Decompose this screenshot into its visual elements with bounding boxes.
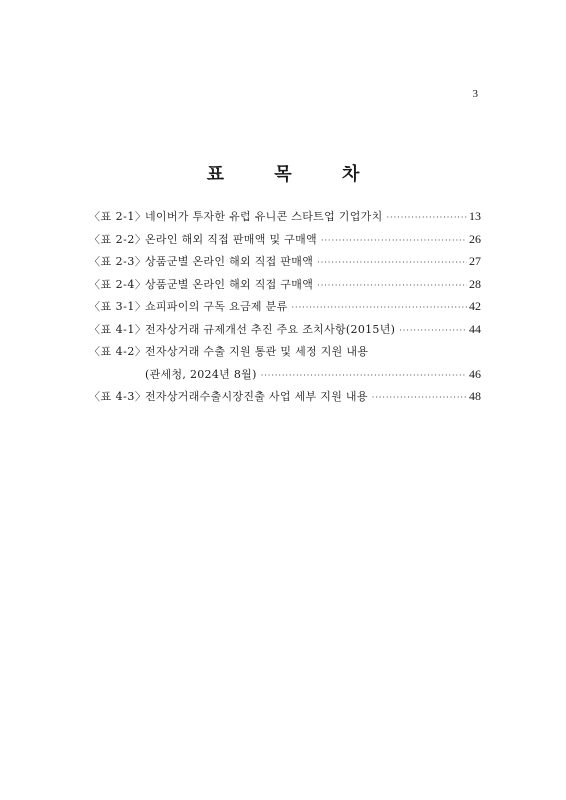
dot-leader bbox=[317, 281, 467, 290]
dot-leader bbox=[261, 371, 467, 380]
toc-entry-label: 〈표 4-1〉 bbox=[89, 322, 147, 336]
toc-entry-title: 상품군별 온라인 해외 직접 판매액 bbox=[145, 255, 314, 268]
toc-entry-table-2-1[interactable] bbox=[89, 208, 481, 231]
page-title: 표 목 차 bbox=[206, 164, 382, 185]
toc-entry-title: 전자상거래 수출 지원 통관 및 세정 지원 내용 bbox=[145, 345, 369, 358]
toc-entry-page: 27 bbox=[469, 254, 481, 268]
toc-entry-label: 〈표 2-4〉 bbox=[89, 277, 147, 291]
toc-entry-title: 상품군별 온라인 해외 직접 구매액 bbox=[145, 277, 314, 291]
toc-entry-label: 〈표 4-2〉 bbox=[89, 345, 147, 358]
toc-entry-table-2-2[interactable] bbox=[89, 231, 481, 254]
toc-entry-label: 〈표 4-3〉 bbox=[89, 390, 147, 403]
toc-entry-label: 〈표 2-2〉 bbox=[89, 232, 147, 246]
toc-entry-table-2-3[interactable] bbox=[89, 253, 481, 276]
toc-entry-page: 44 bbox=[469, 321, 481, 336]
toc-entry-table-4-2-continued[interactable] bbox=[89, 366, 481, 389]
toc-entry-table-2-4[interactable] bbox=[89, 276, 481, 299]
toc-entry-table-4-3[interactable] bbox=[89, 388, 481, 411]
toc-entry-title: 네이버가 투자한 유럽 유니콘 스타트업 기업가치 bbox=[145, 210, 383, 223]
page-number: 3 bbox=[472, 88, 478, 100]
toc-entry-table-3-1[interactable] bbox=[89, 298, 481, 321]
toc-list bbox=[89, 208, 481, 411]
dot-leader bbox=[317, 258, 467, 267]
toc-entry-title: 온라인 해외 직접 판매액 및 구매액 bbox=[145, 232, 317, 246]
toc-entry-title: (관세청, 2024년 8월) bbox=[145, 367, 257, 381]
toc-entry-label: 〈표 3-1〉 bbox=[89, 300, 147, 313]
dot-leader bbox=[399, 326, 467, 335]
toc-entry-title: 쇼피파이의 구독 요금제 분류 bbox=[145, 300, 288, 313]
toc-entry-page: 42 bbox=[469, 299, 481, 313]
dot-leader bbox=[387, 213, 467, 222]
toc-entry-page: 48 bbox=[469, 389, 481, 403]
toc-entry-label: 〈표 2-3〉 bbox=[89, 255, 147, 268]
toc-entry-page: 13 bbox=[469, 209, 481, 223]
toc-entry-title: 전자상거래 규제개선 추진 주요 조치사항(2015년) bbox=[145, 322, 396, 336]
dot-leader bbox=[292, 303, 467, 312]
dot-leader bbox=[321, 236, 467, 245]
toc-entry-label: 〈표 2-1〉 bbox=[89, 210, 147, 223]
toc-entry-table-4-1[interactable] bbox=[89, 321, 481, 344]
toc-entry-title: 전자상거래수출시장진출 사업 세부 지원 내용 bbox=[145, 390, 368, 403]
toc-entry-page: 26 bbox=[469, 231, 481, 246]
toc-entry-page: 46 bbox=[469, 366, 481, 381]
toc-entry-table-4-2[interactable] bbox=[89, 343, 481, 366]
toc-entry-page: 28 bbox=[469, 276, 481, 291]
dot-leader bbox=[372, 393, 467, 402]
